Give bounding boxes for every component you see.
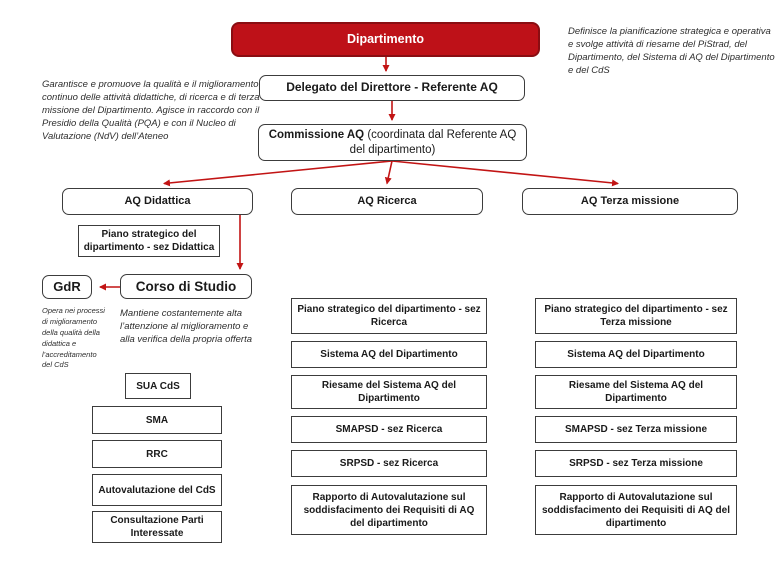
rapporto-autovalutazione-terza-box: Rapporto di Autovalutazione sul soddisfacimento dei Requisiti di AQ del dipartimento [535, 485, 737, 535]
piano-strategico-ricerca-box: Piano strategico del dipartimento - sez Ricerca [291, 298, 487, 334]
riesame-sistema-aq-terza-box: Riesame del Sistema AQ del Dipartimento [535, 375, 737, 409]
sua-cds-box: SUA CdS [125, 373, 191, 399]
arrow-commissione-to-didattica [164, 161, 392, 184]
dipartimento-note: Definisce la pianificazione strategica e operativa e svolge attività di riesame del PiStrad, del Dipartimento, del Sistema di AQ del Dipartimento e del CdS [568, 26, 775, 77]
arrow-commissione-to-ricerca [387, 161, 392, 184]
corso-di-studio-box: Corso di Studio [120, 274, 252, 299]
arrow-commissione-to-terza [392, 161, 618, 184]
autovalutazione-cds-box: Autovalutazione del CdS [92, 474, 222, 506]
piano-strategico-terza-box: Piano strategico del dipartimento - sez Terza missione [535, 298, 737, 334]
aq-didattica-box: AQ Didattica [62, 188, 253, 215]
piano-strategico-didattica-box: Piano strategico del dipartimento - sez Didattica [78, 225, 220, 257]
consultazione-parti-box: Consultazione Parti Interessate [92, 511, 222, 543]
srpsd-terza-box: SRPSD - sez Terza missione [535, 450, 737, 477]
smapsd-terza-box: SMAPSD - sez Terza missione [535, 416, 737, 443]
commissione-aq-box [258, 124, 527, 161]
rrc-box: RRC [92, 440, 222, 468]
sistema-aq-dipartimento-ricerca-box: Sistema AQ del Dipartimento [291, 341, 487, 368]
dipartimento-box: Dipartimento [231, 22, 540, 57]
aq-terza-missione-box: AQ Terza missione [522, 188, 738, 215]
delegato-referente-aq-box: Delegato del Direttore - Referente AQ [259, 75, 525, 101]
srpsd-ricerca-box: SRPSD - sez Ricerca [291, 450, 487, 477]
smapsd-ricerca-box: SMAPSD - sez Ricerca [291, 416, 487, 443]
commissione-note: Garantisce e promuove la qualità e il miglioramento continuo delle attività didattiche, di ricerca e di terza missione del Dipartimento. Agisce in raccordo con il Presidio della Qualità (PQA) e con il Nucleo di Valutazione (NdV) dell’Ateneo [42, 79, 260, 143]
commissione-aq-label: Commissione AQ (coordinata dal Referente AQ del dipartimento) [268, 128, 517, 156]
sistema-aq-dipartimento-terza-box: Sistema AQ del Dipartimento [535, 341, 737, 368]
sma-box: SMA [92, 406, 222, 434]
riesame-sistema-aq-ricerca-box: Riesame del Sistema AQ del Dipartimento [291, 375, 487, 409]
aq-ricerca-box: AQ Ricerca [291, 188, 483, 215]
gdr-box: GdR [42, 275, 92, 299]
gdr-note: Opera nei processi di miglioramento della qualità della didattica e l’accreditamento del CdS [42, 306, 105, 370]
rapporto-autovalutazione-ricerca-box: Rapporto di Autovalutazione sul soddisfacimento dei Requisiti di AQ del dipartimento [291, 485, 487, 535]
corso-di-studio-note: Mantiene costantemente alta l’attenzione al miglioramento e alla verifica della propria offerta [120, 308, 253, 346]
